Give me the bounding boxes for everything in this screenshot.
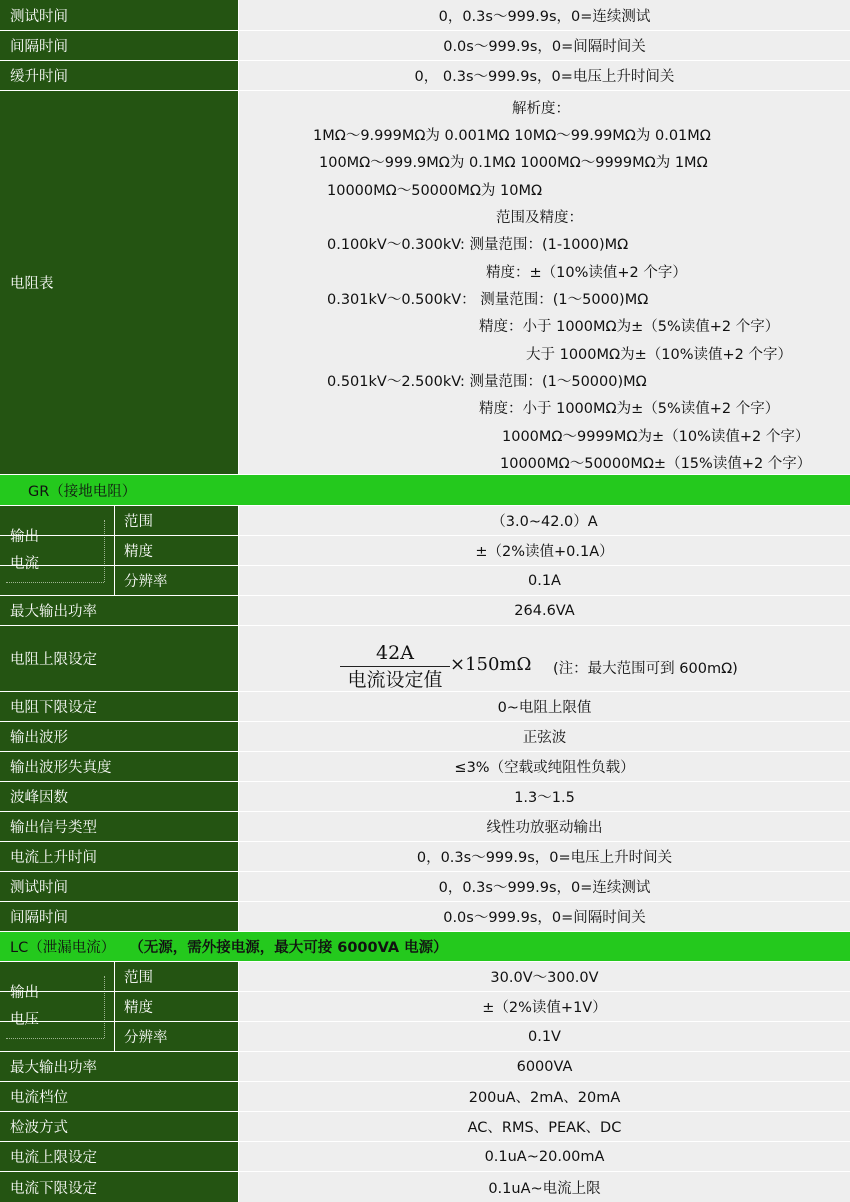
row-value: 0，0.3s～999.9s，0=电压上升时间关 [239,842,850,871]
table-row [0,1112,850,1142]
group-label-line: 输出 [10,529,39,545]
row-label: 电流上升时间 [0,842,238,871]
row-value: 0.1uA~20.00mA [239,1142,850,1171]
fraction-bar [340,666,450,667]
row-value: 正弦波 [239,722,850,751]
spec-line: 0.301kV～0.500kV： 测量范围：(1～5000)MΩ [327,292,649,308]
row-label: 电阻表 [0,91,238,474]
table-row [0,992,850,1022]
table-row [0,752,850,782]
table-row [0,566,850,596]
row-label: 最大输出功率 [0,596,238,625]
row-label: 间隔时间 [0,902,238,931]
row-value: 线性功放驱动输出 [239,812,850,841]
row-label: 测试时间 [0,872,238,901]
table-row [0,902,850,932]
table-row [0,1082,850,1112]
table-row [0,1142,850,1172]
row-value: 200uA、2mA、20mA [239,1082,850,1111]
table-row [0,506,850,536]
row-value: 1.3～1.5 [239,782,850,811]
table-row [0,872,850,902]
row-label: 最大输出功率 [0,1052,238,1081]
table-row [0,812,850,842]
spec-line: 大于 1000MΩ为±（10%读值+2 个字） [526,347,792,363]
sub-label: 精度 [115,992,238,1022]
spec-line: 精度：±（10%读值+2 个字） [486,265,687,281]
formula-fraction [340,642,450,691]
group-label-line: 输出 [10,985,39,1001]
table-row [0,536,850,566]
spec-line: 0.501kV～2.500kV: 测量范围：(1～50000)MΩ [327,374,647,390]
section-title: GR（接地电阻） [28,483,137,500]
resistance-meter-row [0,91,850,475]
row-label: 电阻上限设定 [0,626,238,691]
row-label: 电流上限设定 [0,1142,238,1171]
row-label: 输出信号类型 [0,812,238,841]
formula-note: (注：最大范围可到 600mΩ) [553,661,738,677]
row-value: 30.0V～300.0V [239,962,850,991]
table-row [0,626,850,692]
table-row [0,31,850,61]
row-value: 0.1uA~电流上限 [239,1172,850,1202]
sub-label: 范围 [115,506,238,536]
row-value: 0.1V [239,1022,850,1051]
formula-multiplier: ×150mΩ [450,654,532,675]
group-label-line: 电流 [10,556,39,572]
sub-label: 精度 [115,536,238,566]
row-value: 264.6VA [239,596,850,625]
row-value: AC、RMS、PEAK、DC [239,1112,850,1141]
row-value: 0，0.3s～999.9s，0=连续测试 [239,872,850,901]
table-row [0,1172,850,1202]
spec-line: 精度：小于 1000MΩ为±（5%读值+2 个字） [479,319,780,335]
section-note: （无源，需外接电源，最大可接 6000VA 电源） [129,940,448,956]
spec-line: 10000MΩ～50000MΩ为 10MΩ [327,183,543,199]
table-row [0,596,850,626]
sub-label: 分辨率 [115,566,238,596]
spec-line: 精度：小于 1000MΩ为±（5%读值+2 个字） [479,401,780,417]
row-label: 缓升时间 [0,61,238,90]
row-value: 6000VA [239,1052,850,1081]
row-value: 0， 0.3s～999.9s，0=电压上升时间关 [239,61,850,90]
resistance-spec [239,91,850,474]
spec-line: 1000MΩ～9999MΩ为±（10%读值+2 个字） [502,429,810,445]
table-row [0,842,850,872]
spec-line: 解析度： [512,101,570,117]
sub-label: 范围 [115,962,238,992]
row-value: ±（2%读值+1V） [239,992,850,1021]
group-label-line: 电压 [10,1012,39,1028]
sub-label: 分辨率 [115,1022,238,1052]
row-value: ±（2%读值+0.1A） [239,536,850,565]
row-label: 测试时间 [0,0,238,30]
row-value: 0~电阻上限值 [239,692,850,721]
row-value: 0.1A [239,566,850,595]
table-row [0,0,850,31]
row-label: 输出波形失真度 [0,752,238,781]
spec-line: 范围及精度： [496,210,583,226]
section-title: LC（泄漏电流） [10,940,116,956]
row-value: 0，0.3s～999.9s，0=连续测试 [239,0,850,30]
formula-cell [239,626,850,691]
formula-numerator: 42A [376,642,414,664]
row-label: 检波方式 [0,1112,238,1141]
spec-line: 100MΩ～999.9MΩ为 0.1MΩ 1000MΩ～9999MΩ为 1MΩ [319,155,708,171]
spec-line: 10000MΩ～50000MΩ±（15%读值+2 个字） [500,456,812,472]
table-row [0,1022,850,1052]
row-label: 波峰因数 [0,782,238,811]
row-label: 输出波形 [0,722,238,751]
lc-section-header [0,932,850,962]
row-value: 0.0s～999.9s，0=间隔时间关 [239,902,850,931]
spec-line: 0.100kV～0.300kV: 测量范围：(1-1000)MΩ [327,237,629,253]
row-label: 电流档位 [0,1082,238,1111]
spec-line: 1MΩ～9.999MΩ为 0.001MΩ 10MΩ～99.99MΩ为 0.01MΩ [313,128,711,144]
gr-section-header [0,475,850,506]
table-row [0,782,850,812]
table-row [0,722,850,752]
table-row [0,61,850,91]
row-value: 0.0s～999.9s，0=间隔时间关 [239,31,850,60]
table-row [0,1052,850,1082]
row-value: （3.0~42.0）A [239,506,850,535]
row-label: 间隔时间 [0,31,238,60]
formula-denominator: 电流设定值 [347,669,443,691]
table-row [0,692,850,722]
row-label: 电流下限设定 [0,1172,238,1202]
table-row [0,962,850,992]
row-value: ≤3%（空载或纯阻性负载） [239,752,850,781]
row-label: 电阻下限设定 [0,692,238,721]
